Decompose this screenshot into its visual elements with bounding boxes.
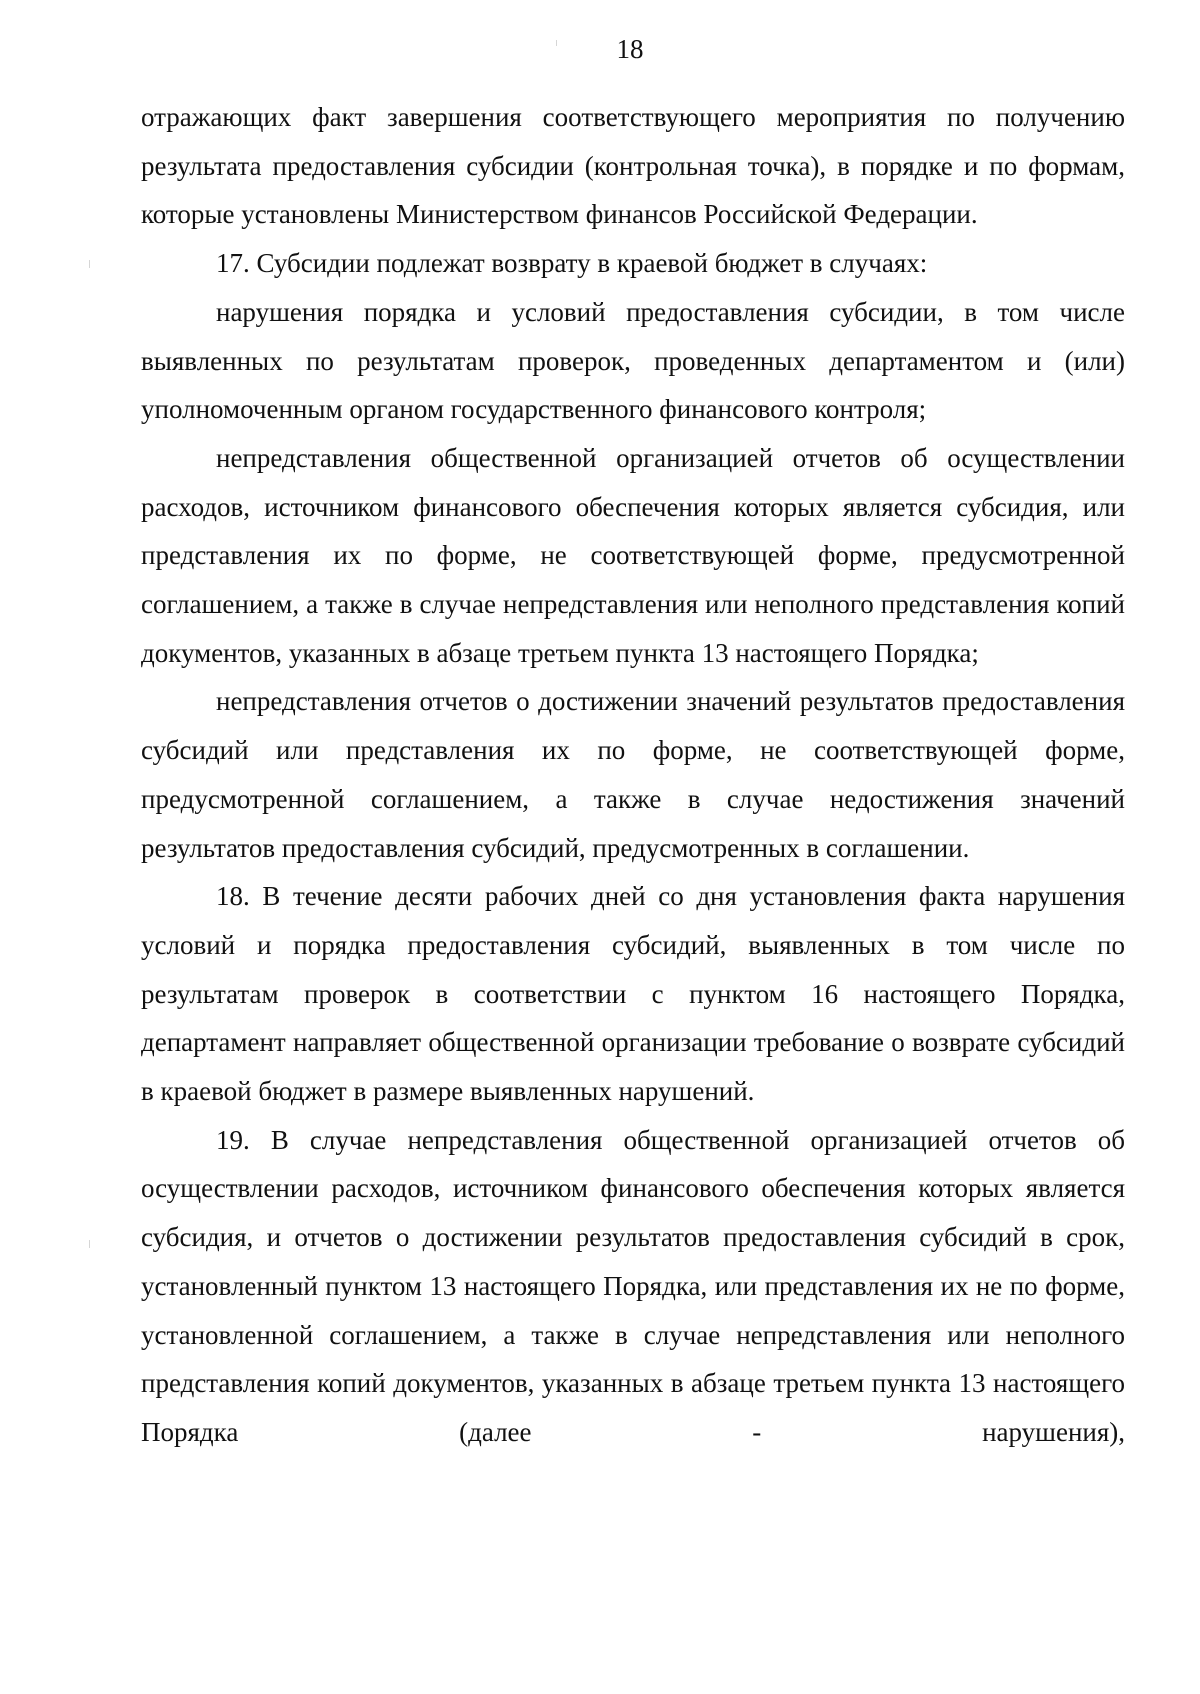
paragraph-violation-conditions: нарушения порядка и условий предоставления субсидии, в том числе выявленных по результатам проверок, проведенных департаментом и (или) уполномоченным органом государственного финансового контроля;: [141, 296, 1125, 425]
scan-speck: [89, 1240, 90, 1248]
scan-speck: [556, 40, 557, 46]
body-text: [141, 93, 1125, 1457]
paragraph-item-17: 17. Субсидии подлежат возврату в краевой бюджет в случаях:: [216, 248, 928, 279]
scan-speck: [89, 260, 90, 268]
paragraph-item-19: 19. В случае непредставления общественной организацией отчетов об осуществлении расходов, источником финансового обеспечения которых является субсидия, и отчетов о достижении результатов предоставления субсидий в срок, установленный пунктом 13 настоящего Порядка, или представления их не по форме, установленной соглашением, а также в случае непредставления или неполного представления копий документов, указанных в абзаце третьем пункта 13 настоящего Порядка (далее - нарушения),: [141, 1124, 1125, 1447]
paragraph-reports-expenses: непредставления общественной организацией отчетов об осуществлении расходов, источником финансового обеспечения которых является субсидия, или представления их по форме, не соответствующей форме, предусмотренной соглашением, а также в случае непредставления или неполного представления копий документов, указанных в абзаце третьем пункта 13 настоящего Порядка;: [141, 442, 1125, 668]
paragraph-item-18: 18. В течение десяти рабочих дней со дня установления факта нарушения условий и порядка предоставления субсидий, выявленных в том числе по результатам проверок в соответствии с пунктом 16 настоящего Порядка, департамент направляет общественной организации требование о возврате субсидий в краевой бюджет в размере выявленных нарушений.: [141, 881, 1125, 1107]
paragraph-reports-results: непредставления отчетов о достижении значений результатов предоставления субсидий или представления их по форме, не соответствующей форме, предусмотренной соглашением, а также в случае недостижения значений результатов предоставления субсидий, предусмотренных в соглашении.: [141, 686, 1125, 863]
paragraph-continuation: отражающих факт завершения соответствующего мероприятия по получению результата предоставления субсидии (контрольная точка), в порядке и по формам, которые установлены Министерством финансов Российской Федерации.: [141, 102, 1125, 230]
page-number: 18: [616, 34, 644, 64]
